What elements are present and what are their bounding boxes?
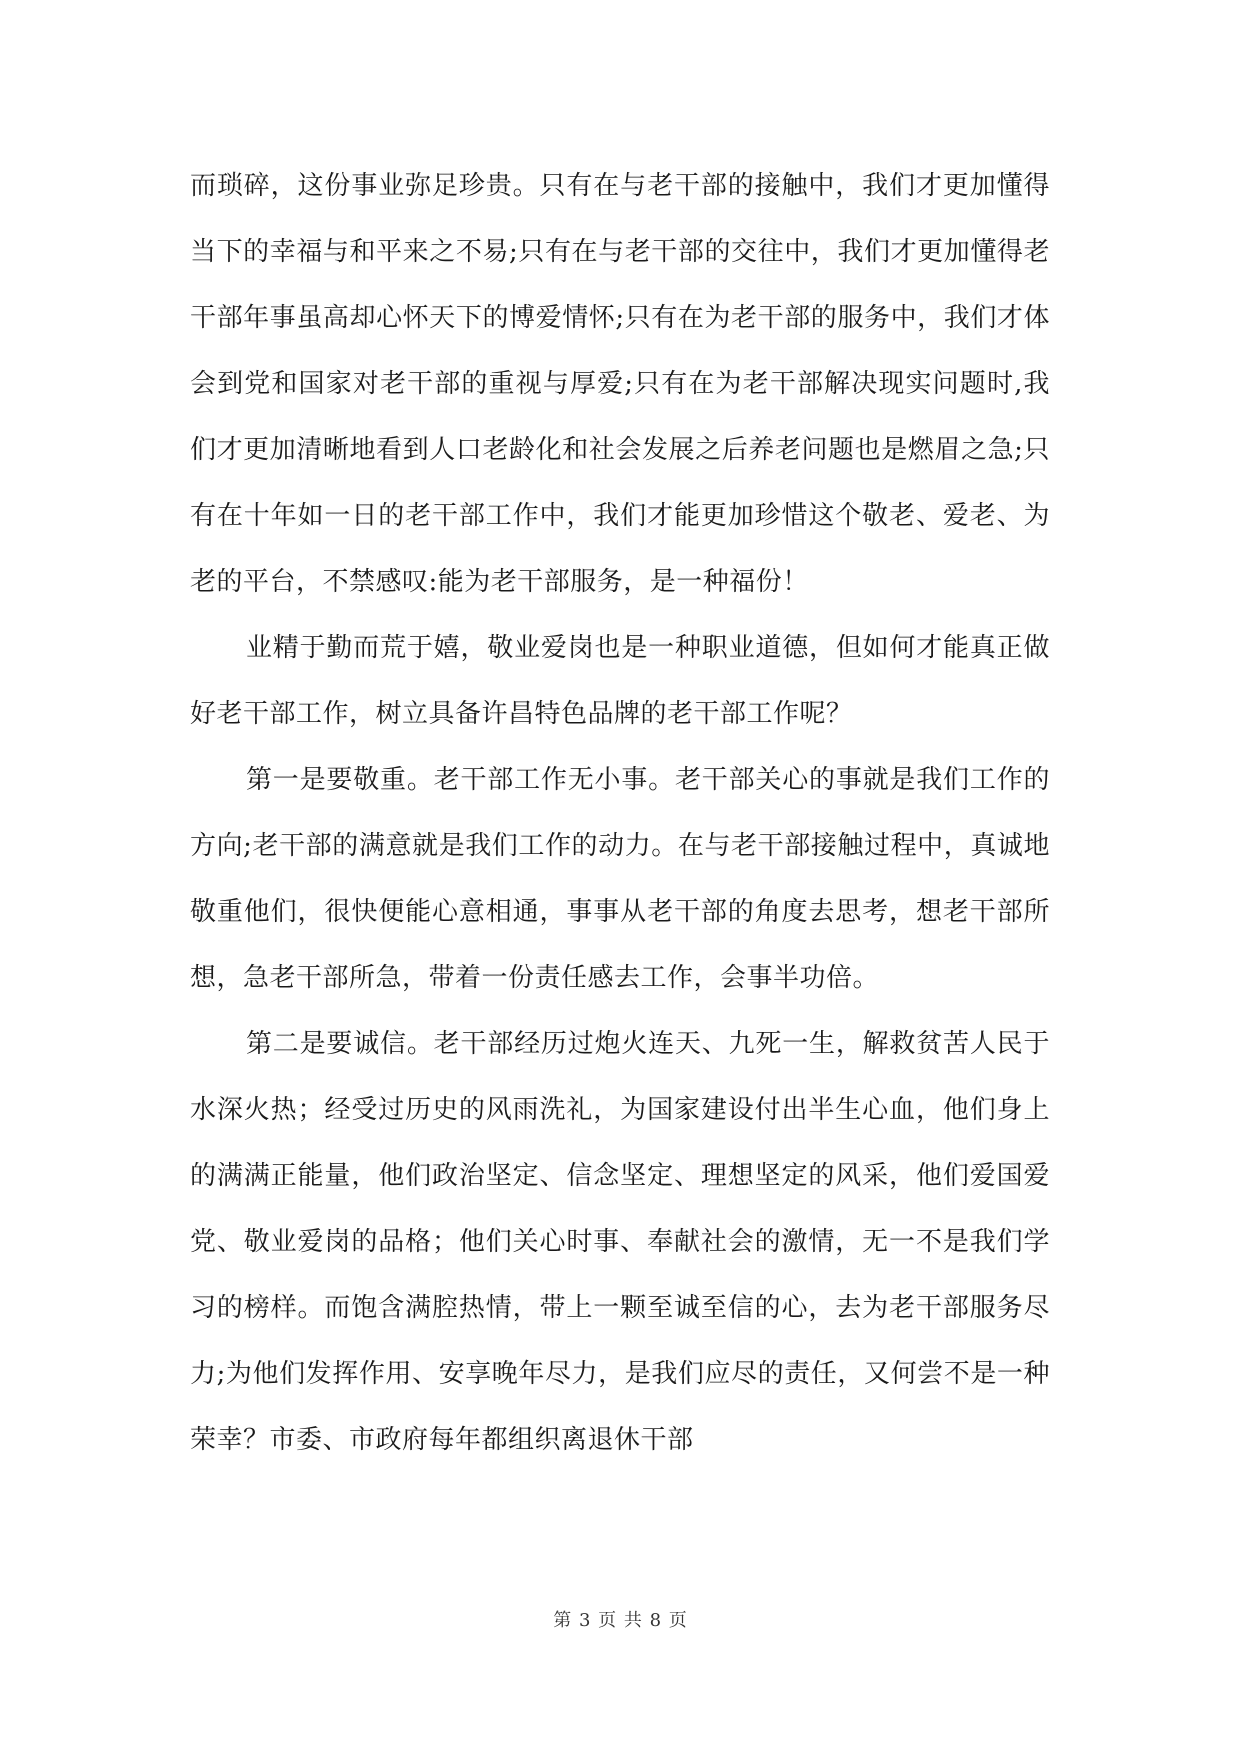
paragraph-first-point: 第一是要敬重。老干部工作无小事。老干部关心的事就是我们工作的方向;老干部的满意就是我们工作的动力。在与老干部接触过程中，真诚地敬重他们，很快便能心意相通，事事从老干部的角度去思考，想老干部所想，急老干部所急，带着一份责任感去工作，会事半功倍。 bbox=[190, 765, 1050, 993]
document-body bbox=[190, 153, 1050, 1473]
paragraph-second-point: 第二是要诚信。老干部经历过炮火连天、九死一生，解救贫苦人民于水深火热；经受过历史的风雨洗礼，为国家建设付出半生心血，他们身上的满满正能量，他们政治坚定、信念坚定、理想坚定的风采，他们爱国爱党、敬业爱岗的品格；他们关心时事、奉献社会的激情，无一不是我们学习的榜样。而饱含满腔热情，带上一颗至诚至信的心，去为老干部服务尽力;为他们发挥作用、安享晚年尽力，是我们应尽的责任，又何尝不是一种荣幸？市委、市政府每年都组织离退休干部 bbox=[190, 1029, 1050, 1455]
paragraph-question: 业精于勤而荒于嬉，敬业爱岗也是一种职业道德，但如何才能真正做好老干部工作，树立具备许昌特色品牌的老干部工作呢？ bbox=[190, 633, 1050, 729]
page-number-footer: 第 3 页 共 8 页 bbox=[553, 1610, 688, 1631]
paragraph-continuation: 而琐碎，这份事业弥足珍贵。只有在与老干部的接触中，我们才更加懂得当下的幸福与和平来之不易;只有在与老干部的交往中，我们才更加懂得老干部年事虽高却心怀天下的博爱情怀;只有在为老干部的服务中，我们才体会到党和国家对老干部的重视与厚爱;只有在为老干部解决现实问题时,我们才更加清晰地看到人口老龄化和社会发展之后养老问题也是燃眉之急;只有在十年如一日的老干部工作中，我们才能更加珍惜这个敬老、爱老、为老的平台，不禁感叹:能为老干部服务，是一种福份！ bbox=[190, 171, 1050, 597]
